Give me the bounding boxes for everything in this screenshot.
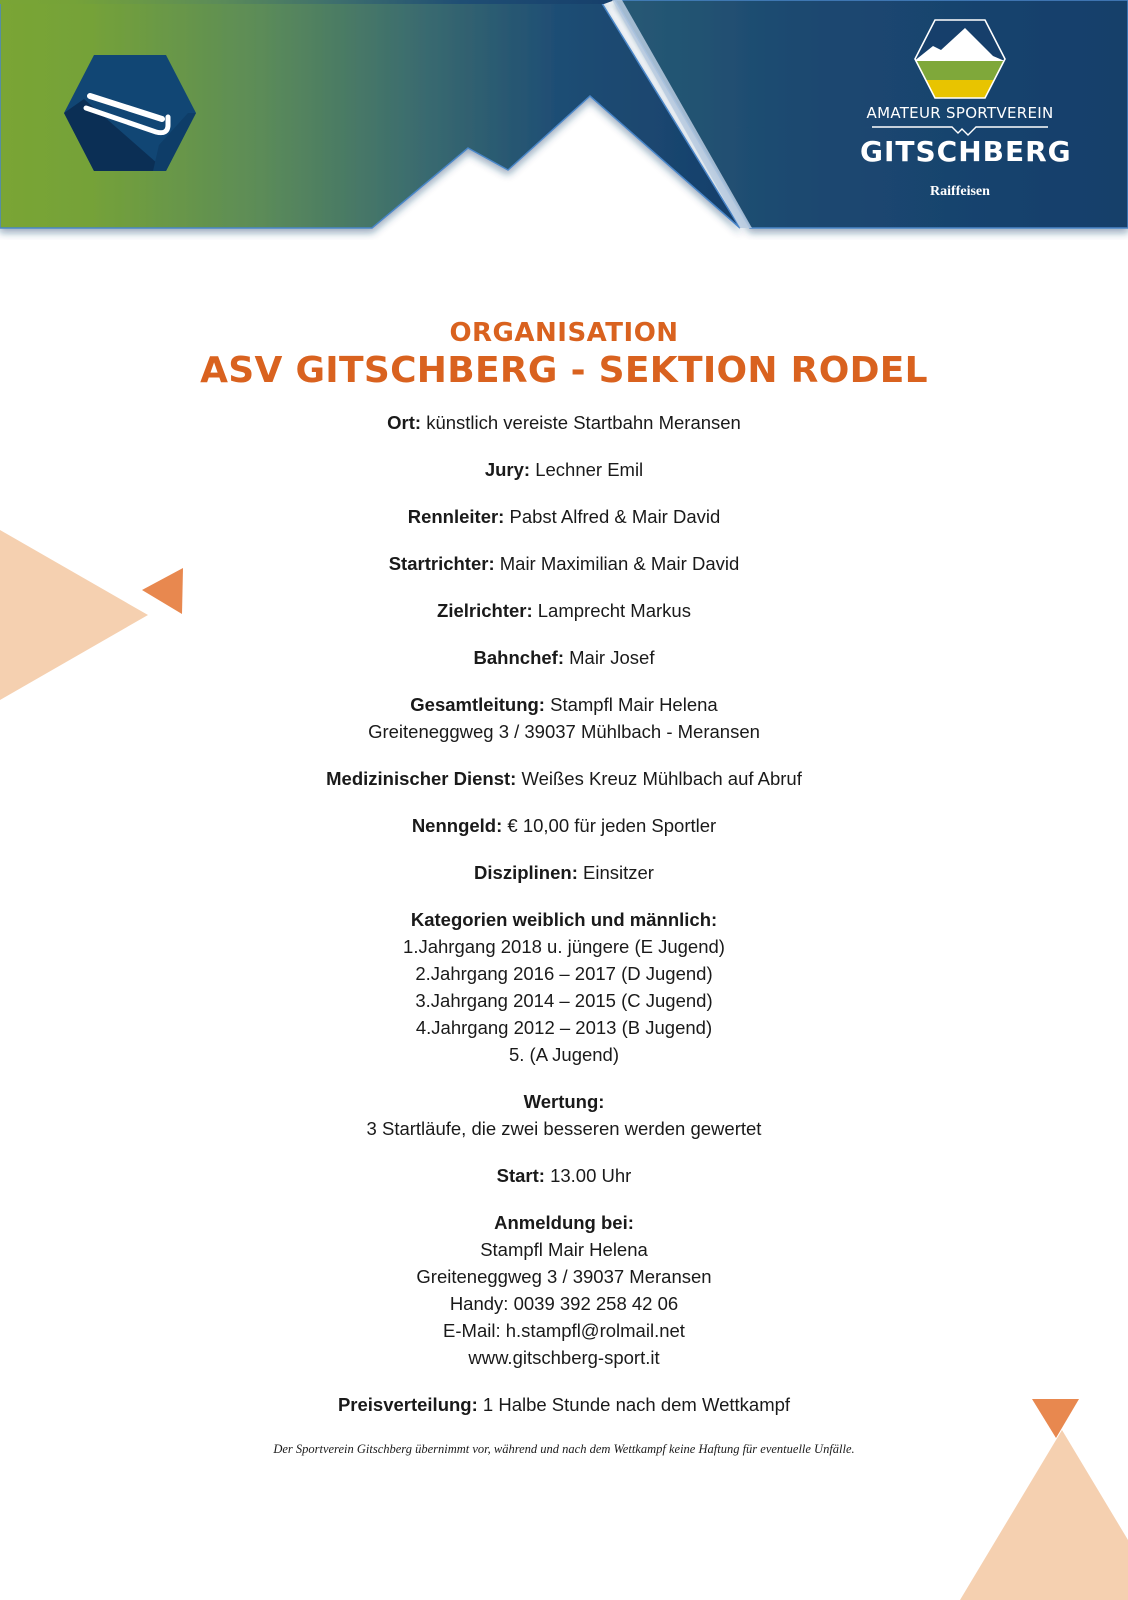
info-gesamtleitung: Gesamtleitung: Stampfl Mair Helena Greiteneggweg 3 / 39037 Mühlbach - Meransen: [0, 691, 1128, 745]
info-medizinischer-dienst: Medizinischer Dienst: Weißes Kreuz Mühlbach auf Abruf: [326, 768, 802, 789]
sponsor-logo: Raiffeisen: [930, 184, 990, 199]
category-item: 3.Jahrgang 2014 – 2015 (C Jugend): [415, 990, 713, 1011]
info-disziplinen: Disziplinen: Einsitzer: [474, 862, 654, 883]
info-kategorien: Kategorien weiblich und männlich: 1.Jahrgang 2018 u. jüngere (E Jugend) 2.Jahrgang 2016 – 2017 (D Jugend) 3.Jahrgang 2014 – 2015 (C Jugend) 4.Jahrgang 2012 – 2013 (B Jugend) 5. (A Jugend): [0, 906, 1128, 1068]
sled-icon: [64, 55, 196, 171]
email-link[interactable]: h.stampfl@rolmail.net: [505, 1320, 685, 1341]
section-kicker: ORGANISATION: [449, 318, 679, 348]
document-content: [0, 318, 1128, 1463]
info-rennleiter: Rennleiter: Pabst Alfred & Mair David: [407, 506, 721, 527]
club-subtitle: AMATEUR SPORTVEREIN: [866, 104, 1054, 122]
info-wertung: Wertung: 3 Startläufe, die zwei besseren werden gewertet: [366, 1091, 762, 1139]
website-link[interactable]: www.gitschberg-sport.it: [468, 1347, 660, 1368]
info-anmeldung: Anmeldung bei: Stampfl Mair Helena Greiteneggweg 3 / 39037 Meransen Handy: 0039 392 258 42 06 E-Mail: h.stampfl@rolmail.net www.gitschberg-sport.it: [0, 1209, 1128, 1371]
club-name: GITSCHBERG: [860, 135, 1072, 168]
info-bahnchef: Bahnchef: Mair Josef: [473, 647, 655, 668]
mountain-hexagon-crest-icon: [913, 18, 1007, 100]
info-preisverteilung: Preisverteilung: 1 Halbe Stunde nach dem Wettkampf: [337, 1394, 791, 1415]
info-list: [0, 409, 1128, 1463]
gesamtleitung-address: Greiteneggweg 3 / 39037 Mühlbach - Meransen: [368, 721, 760, 742]
club-logo: [860, 18, 1072, 228]
info-ort: Ort: künstlich vereiste Startbahn Meransen: [387, 412, 741, 433]
info-nenngeld: Nenngeld: € 10,00 für jeden Sportler: [411, 815, 717, 836]
contact-name: Stampfl Mair Helena: [480, 1239, 648, 1260]
info-startrichter: Startrichter: Mair Maximilian & Mair David: [388, 553, 740, 574]
info-jury: Jury: Lechner Emil: [484, 459, 644, 480]
sled-badge: [64, 55, 196, 171]
category-item: 2.Jahrgang 2016 – 2017 (D Jugend): [415, 963, 713, 984]
category-item: 1.Jahrgang 2018 u. jüngere (E Jugend): [403, 936, 725, 957]
info-zielrichter: Zielrichter: Lamprecht Markus: [437, 600, 691, 621]
contact-phone: Handy: 0039 392 258 42 06: [449, 1293, 679, 1314]
disclaimer: Der Sportverein Gitschberg übernimmt vor, während und nach dem Wettkampf keine Haftung für eventuelle Unfälle.: [273, 1442, 855, 1456]
category-item: 5. (A Jugend): [508, 1044, 620, 1065]
category-item: 4.Jahrgang 2012 – 2013 (B Jugend): [415, 1017, 713, 1038]
info-start: Start: 13.00 Uhr: [496, 1165, 632, 1186]
banner-top-fill: [0, 0, 615, 4]
contact-email: E-Mail: h.stampfl@rolmail.net: [443, 1320, 685, 1341]
page-title: ASV GITSCHBERG - SEKTION RODEL: [200, 350, 928, 391]
contact-address: Greiteneggweg 3 / 39037 Meransen: [416, 1266, 712, 1287]
header-banner: [0, 0, 1128, 240]
